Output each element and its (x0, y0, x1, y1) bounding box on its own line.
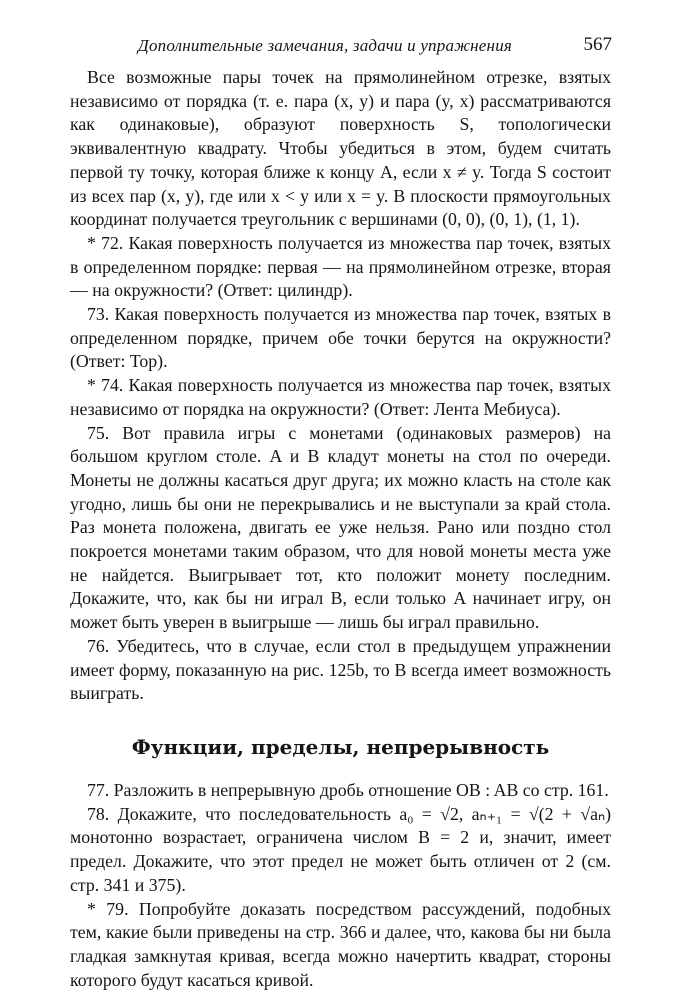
section-title: Функции, пределы, непрерывность (131, 734, 550, 759)
exercise-79: * 79. Попробуйте доказать посредством рассуждений, подобных тем, какие были приведены на стр. 366 и далее, что, какова бы ни была гладкая замкнутая кривая, всегда можно начертить квадрат, стороны которого будут касаться кривой. (70, 898, 611, 990)
exercise-76: 76. Убедитесь, что в случае, если стол в предыдущем упражнении имеет форму, показанную на рис. 125b, то B всегда имеет возможность выиграть. (70, 635, 611, 704)
running-header (70, 36, 612, 62)
exercise-74: * 74. Какая поверхность получается из множества пар точек, взятых независимо от порядка на окружности? (Ответ: Лента Мебиуса). (70, 375, 611, 419)
page-number: 567 (583, 34, 612, 55)
exercise-77: 77. Разложить в непрерывную дробь отношение OB : AB со стр. 161. (87, 779, 609, 800)
header-title: Дополнительные замечания, задачи и упражнения (137, 36, 512, 55)
exercise-72: * 72. Какая поверхность получается из множества пар точек, взятых в определенном порядке: первая — на прямолинейном отрезке, вторая — на окружности? (Ответ: цилиндр). (70, 232, 611, 301)
exercise-73: 73. Какая поверхность получается из множества пар точек, взятых в определенном порядке, причем обе точки берутся на окружности? (Ответ: Тор). (70, 304, 611, 372)
exercise-75: 75. Вот правила игры с монетами (одинаковых размеров) на большом круглом столе. A и B кладут монеты на стол по очереди. Монеты не должны касаться друг друга; их можно класть на столе как угодно, лишь бы они не перекрывались и не выступали за край стола. Раз монета положена, двигать ее уже нельзя. Рано или поздно стол покроется монетами таким образом, что для новой монеты места уже не найдется. Выигрывает тот, кто положит монету последним. Докажите, что, как бы ни играл B, если только A начинает игру, он может быть уверен в выигрыше — лишь бы играл правильно. (70, 422, 611, 633)
exercise-78: 78. Докажите, что последовательность a₀ = √2, aₙ₊₁ = √(2 + √aₙ) монотонно возрастает, ограничена числом B = 2 и, значит, имеет предел. Докажите, что этот предел не может быть отличен от 2 (см. стр. 341 и 375). (70, 803, 611, 895)
paragraph-surface-s: Все возможные пары точек на прямолинейном отрезке, взятых независимо от порядка (т. е. пара (x, y) и пара (y, x) рассматриваются как одинаковые), образуют поверхность S, топологически эквивалентную квадрату. Чтобы убедиться в этом, будем считать первой ту точку, которая ближе к концу A, если x ≠ y. Тогда S состоит из всех пар (x, y), где или x < y или x = y. В плоскости прямоугольных координат получается треугольник с вершинами (0, 0), (0, 1), (1, 1). (70, 67, 611, 230)
body-text (70, 66, 611, 992)
